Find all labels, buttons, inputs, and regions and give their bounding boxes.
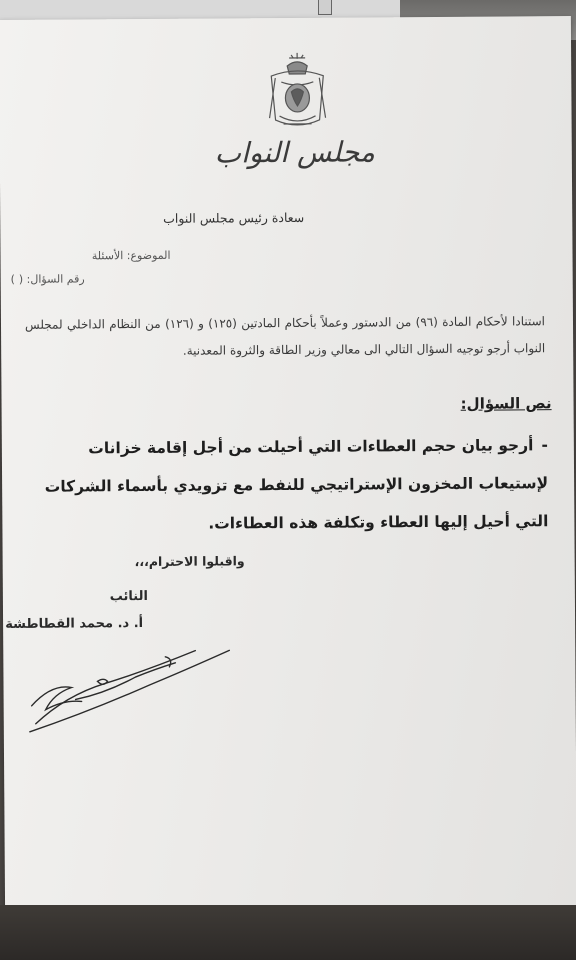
- question-dash: -: [541, 436, 548, 455]
- question-heading: نص السؤال:: [460, 394, 552, 413]
- signer-role: النائب: [109, 588, 148, 605]
- intro-paragraph: استنادا لأحكام المادة (٩٦) من الدستور وعملاً بأحكام المادتين (١٢٥) و (١٢٦) من النظام الداخلي لمجلس النواب أرجو توجيه السؤال التالي الى معالي وزير الطاقة والثروة المعدنية.: [24, 314, 546, 358]
- parliament-logotype: مجلس النواب: [214, 135, 376, 170]
- recipient-line: سعادة رئيس مجلس النواب: [163, 209, 305, 226]
- royal-crest-icon: [261, 52, 334, 133]
- question-number-label: رقم السؤال: (: [18, 272, 85, 286]
- subject-line: الموضوع: الأسئلة: [91, 248, 171, 263]
- question-body: [28, 426, 549, 544]
- question-number-close: ): [10, 272, 15, 286]
- handwritten-signature: [25, 642, 236, 743]
- binder-clip-icon: [318, 0, 332, 15]
- question-text: أرجو بيان حجم العطاءات التي أحيلت من أجل إقامة خزانات لإستيعاب المخزون الإستراتيجي للنفط مع تزويدي بأسماء الشركات التي أحيل إليها العطاء وتكلفة هذه العطاءات.: [44, 436, 549, 533]
- question-number-line: [10, 272, 84, 286]
- letter-page: [0, 16, 576, 918]
- closing-line: واقبلوا الاحترام،،،: [134, 553, 245, 570]
- signer-name: أ. د. محمد القطاطشة: [5, 616, 144, 632]
- desk-background-bottom: [0, 905, 576, 960]
